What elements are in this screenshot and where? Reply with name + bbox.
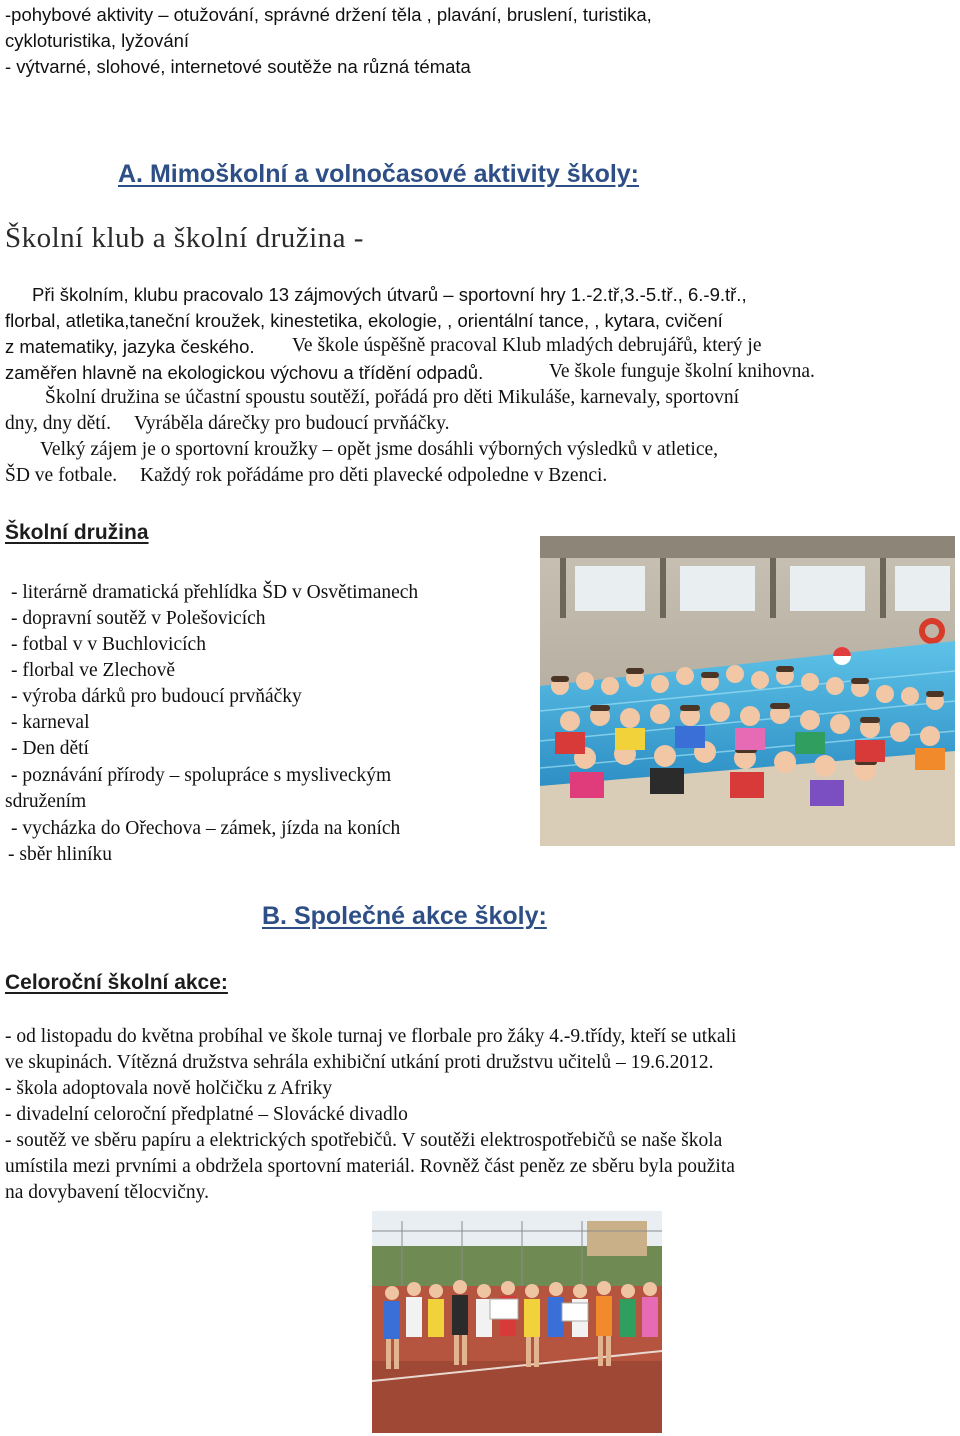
druzina-item: - florbal ve Zlechově [11,660,176,681]
druzina-item: - výroba dárků pro budoucí prvňáčky [11,686,302,707]
celorocni-text-line: - od listopadu do května probíhal ve škole turnaj ve florbale pro žáky 4.-9.třídy, kteří se utkali [5,1026,737,1047]
druzina-item: - literárně dramatická přehlídka ŠD v Osvětimanech [11,582,419,603]
club-text-line: z matematiky, jazyka českého. [5,336,255,357]
club-heading: Školní klub a školní družina - [5,222,364,254]
celorocni-text-line: - škola adoptovala nově holčičku z Afriky [5,1078,333,1099]
club-text-line: dny, dny dětí. [5,413,111,434]
intro-line-3: - výtvarné, slohové, internetové soutěže na různá témata [5,56,471,77]
druzina-item: sdružením [5,791,87,812]
club-text-line: Ve škole funguje školní knihovna. [549,361,815,382]
celorocni-text-line: - divadelní celoroční předplatné – Slovácké divadlo [5,1104,408,1125]
druzina-item: - sběr hliníku [8,844,112,865]
druzina-item: - vycházka do Ořechova – zámek, jízda na koních [11,818,401,839]
club-text-line: Při školním, klubu pracovalo 13 zájmových útvarů – sportovní hry 1.-2.tř,3.-5.tř., 6.-9.tř., [32,284,747,305]
celorocni-text-line: na dovybavení tělocvičny. [5,1182,209,1203]
celorocni-text-line: - soutěž ve sběru papíru a elektrických spotřebičů. V soutěži elektrospotřebičů se naše škola [5,1130,723,1151]
druzina-item: - dopravní soutěž v Polešovicích [11,608,266,629]
club-text-line: Školní družina se účastní spoustu soutěží, pořádá pro děti Mikuláše, karnevaly, sportovní [45,387,740,408]
intro-line-2: cykloturistika, lyžování [5,30,190,51]
celorocni-heading: Celoroční školní akce: [5,971,228,994]
club-text-line: Každý rok pořádáme pro děti plavecké odpoledne v Bzenci. [140,465,608,486]
celorocni-text-line: ve skupinách. Vítězná družstva sehrála exhibiční utkání proti družstvu učitelů – 19.6.2012. [5,1052,714,1073]
druzina-heading: Školní družina [5,521,149,544]
club-text-line: ŠD ve fotbale. [5,465,118,486]
club-text-line: Velký zájem je o sportovní kroužky – opět jsme dosáhli výborných výsledků v atletice, [40,439,719,460]
druzina-item: - poznávání přírody – spolupráce s mysliveckým [11,765,392,786]
group-photo-swimming-pool [540,536,955,846]
intro-line-1: -pohybové aktivity – otužování, správné držení těla , plavání, bruslení, turistika, [5,4,652,25]
club-text-line: Ve škole úspěšně pracoval Klub mladých debrujářů, který je [292,335,762,356]
club-text-line: Vyráběla dárečky pro budoucí prvňáčky. [134,413,450,434]
club-text-line: zaměřen hlavně na ekologickou výchovu a třídění odpadů. [5,362,484,383]
section-a-heading: A. Mimoškolní a volnočasové aktivity školy: [118,160,640,188]
druzina-item: - Den dětí [11,738,89,759]
group-photo-sports-court [372,1211,662,1433]
celorocni-text-line: umístila mezi prvními a obdržela sportovní materiál. Rovněž část peněz ze sběru byla použita [5,1156,735,1177]
druzina-item: - fotbal v v Buchlovicích [11,634,206,655]
section-b-heading: B. Společné akce školy: [262,902,547,930]
club-text-line: florbal, atletika,taneční kroužek, kinestetika, ekologie, , orientální tance, , kytara, cvičení [5,310,723,331]
druzina-item: - karneval [11,712,90,733]
